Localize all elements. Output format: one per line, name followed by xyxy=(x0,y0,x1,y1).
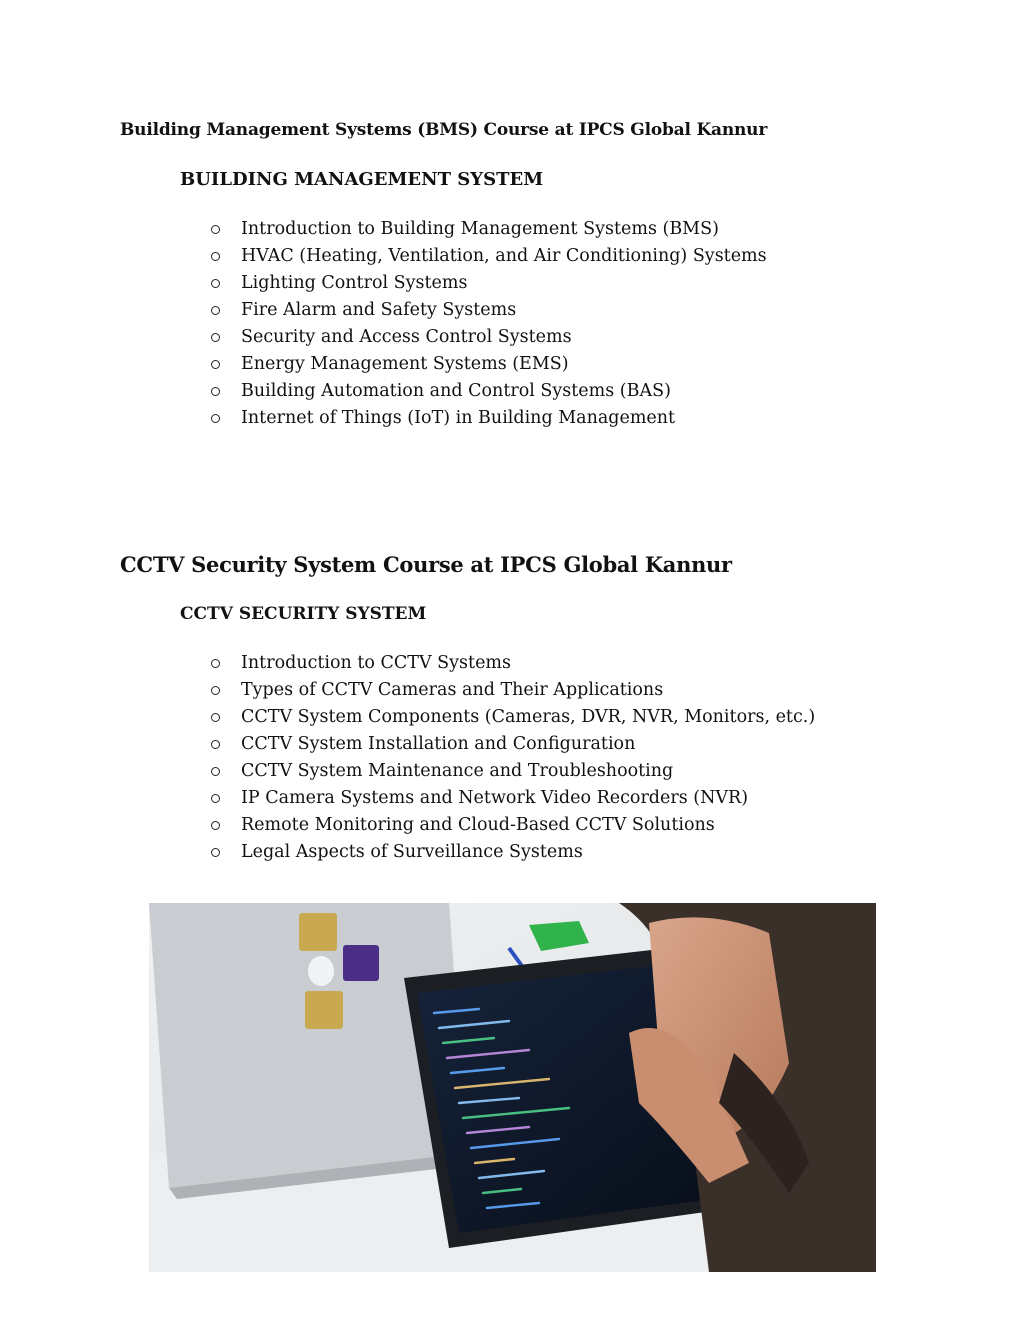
circle-bullet-icon xyxy=(211,794,220,803)
circle-bullet-icon xyxy=(211,767,220,776)
circle-bullet-icon xyxy=(211,306,220,315)
circle-bullet-icon xyxy=(211,713,220,722)
list-item: Internet of Things (IoT) in Building Management xyxy=(209,405,767,432)
cctv-subheading: CCTV SECURITY SYSTEM xyxy=(180,604,427,624)
circle-bullet-icon xyxy=(211,387,220,396)
list-item: Fire Alarm and Safety Systems xyxy=(209,297,767,324)
circle-bullet-icon xyxy=(211,821,220,830)
circle-bullet-icon xyxy=(211,686,220,695)
bms-course-heading: Building Management Systems (BMS) Course at IPCS Global Kannur xyxy=(120,120,768,140)
list-item: HVAC (Heating, Ventilation, and Air Conditioning) Systems xyxy=(209,243,767,270)
list-item: CCTV System Installation and Configuration xyxy=(209,731,815,758)
circle-bullet-icon xyxy=(211,252,220,261)
sticker-icon xyxy=(305,991,343,1029)
list-item: CCTV System Maintenance and Troubleshooting xyxy=(209,758,815,785)
list-item: Remote Monitoring and Cloud-Based CCTV Solutions xyxy=(209,812,815,839)
list-item: CCTV System Components (Cameras, DVR, NVR, Monitors, etc.) xyxy=(209,704,815,731)
sticker-icon xyxy=(299,913,337,951)
cctv-topic-list xyxy=(209,650,815,866)
circle-bullet-icon xyxy=(211,225,220,234)
person-coding-on-laptop-photo xyxy=(149,903,876,1272)
list-item: Types of CCTV Cameras and Their Applications xyxy=(209,677,815,704)
list-item: Energy Management Systems (EMS) xyxy=(209,351,767,378)
list-item: Lighting Control Systems xyxy=(209,270,767,297)
list-item: Security and Access Control Systems xyxy=(209,324,767,351)
list-item: Introduction to Building Management Systems (BMS) xyxy=(209,216,767,243)
cctv-course-heading: CCTV Security System Course at IPCS Global Kannur xyxy=(120,552,732,577)
bms-subheading: BUILDING MANAGEMENT SYSTEM xyxy=(180,169,544,190)
bms-topic-list xyxy=(209,216,767,432)
circle-bullet-icon xyxy=(211,659,220,668)
circle-bullet-icon xyxy=(211,740,220,749)
circle-bullet-icon xyxy=(211,279,220,288)
circle-bullet-icon xyxy=(211,333,220,342)
circle-bullet-icon xyxy=(211,360,220,369)
list-item: Building Automation and Control Systems (BAS) xyxy=(209,378,767,405)
sticker-icon xyxy=(343,945,379,981)
circle-bullet-icon xyxy=(211,848,220,857)
circle-bullet-icon xyxy=(211,414,220,423)
list-item: Introduction to CCTV Systems xyxy=(209,650,815,677)
apple-logo-icon xyxy=(308,956,334,986)
list-item: IP Camera Systems and Network Video Recorders (NVR) xyxy=(209,785,815,812)
list-item: Legal Aspects of Surveillance Systems xyxy=(209,839,815,866)
